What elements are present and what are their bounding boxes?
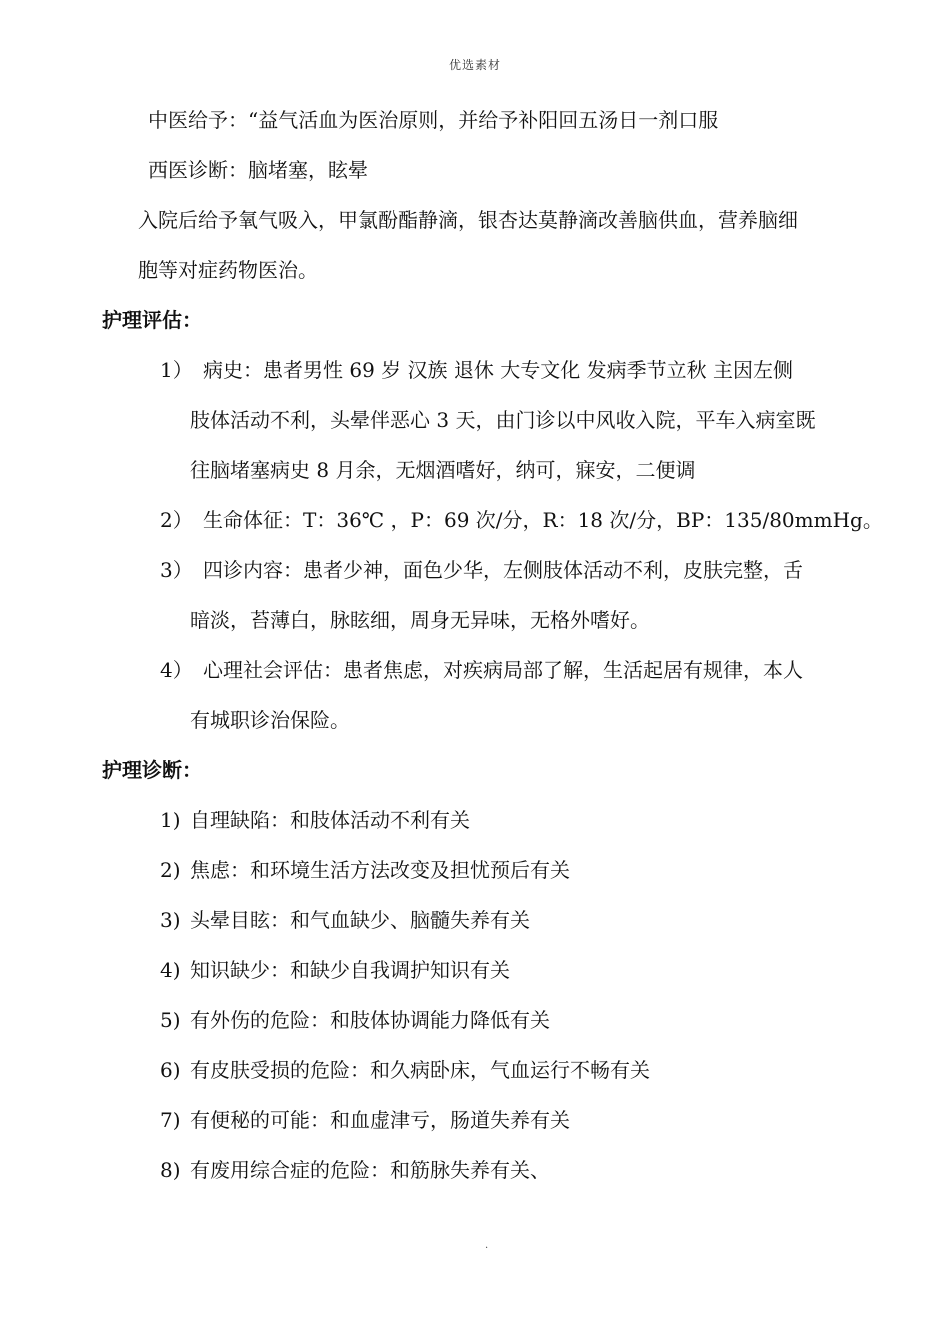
footer-mark: . — [485, 1240, 489, 1251]
page-header: 优选素材 — [448, 58, 501, 72]
admission-treatment-line-1: 入院后给予氧气吸入，甲氯酚酯静滴，银杏达莫静滴改善脑供血，营养脑细 — [138, 208, 798, 232]
admission-treatment-line-2: 胞等对症药物医治。 — [138, 258, 318, 282]
diagnosis-item-text: 有外伤的危险：和肢体协调能力降低有关 — [190, 1008, 550, 1032]
assessment-item-line: 生命体征：T：36℃ ，P：69 次/分，R：18 次/分，BP：135/80mmHg。 — [203, 508, 883, 532]
diagnosis-item-number: 2) — [160, 858, 181, 882]
diagnosis-item-number: 1) — [160, 808, 181, 832]
diagnosis-item-text: 知识缺少：和缺少自我调护知识有关 — [190, 958, 510, 982]
assessment-item-line: 四诊内容：患者少神，面色少华，左侧肢体活动不利，皮肤完整，舌 — [203, 558, 803, 582]
diagnosis-item-text: 焦虑：和环境生活方法改变及担忧预后有关 — [190, 858, 570, 882]
diagnosis-item-text: 头晕目眩：和气血缺少、脑髓失养有关 — [190, 908, 530, 932]
diagnosis-item-text: 有皮肤受损的危险：和久病卧床，气血运行不畅有关 — [190, 1058, 650, 1082]
assessment-item-line: 病史：患者男性 69 岁 汉族 退休 大专文化 发病季节立秋 主因左侧 — [203, 358, 793, 382]
diagnosis-item-text: 自理缺陷：和肢体活动不利有关 — [190, 808, 470, 832]
assessment-item-number: 1） — [160, 358, 193, 382]
assessment-heading: 护理评估： — [102, 308, 202, 332]
assessment-item-line: 往脑堵塞病史 8 月余，无烟酒嗜好，纳可，寐安，二便调 — [190, 458, 696, 482]
diagnosis-item-number: 3) — [160, 908, 181, 932]
assessment-item-number: 2） — [160, 508, 193, 532]
assessment-item-number: 4） — [160, 658, 193, 682]
diagnosis-item-number: 5) — [160, 1008, 181, 1032]
tcm-treatment-line: 中医给予：“益气活血为医治原则，并给予补阳回五汤日一剂口服 — [148, 108, 719, 132]
western-diagnosis-line: 西医诊断：脑堵塞，眩晕 — [148, 158, 368, 182]
assessment-item-line: 心理社会评估：患者焦虑，对疾病局部了解，生活起居有规律，本人 — [203, 658, 803, 682]
assessment-item-line: 肢体活动不利，头晕伴恶心 3 天，由门诊以中风收入院，平车入病室既 — [190, 408, 816, 432]
assessment-item-line: 暗淡，苔薄白，脉眩细，周身无异味，无格外嗜好。 — [190, 608, 650, 632]
assessment-item-number: 3） — [160, 558, 193, 582]
diagnosis-item-number: 7) — [160, 1108, 181, 1132]
diagnosis-item-number: 8) — [160, 1158, 181, 1182]
assessment-item-line: 有城职诊治保险。 — [190, 708, 350, 732]
diagnosis-item-text: 有废用综合症的危险：和筋脉失养有关、 — [190, 1158, 550, 1182]
diagnosis-item-text: 有便秘的可能：和血虚津亏，肠道失养有关 — [190, 1108, 570, 1132]
diagnosis-item-number: 4) — [160, 958, 181, 982]
diagnosis-item-number: 6) — [160, 1058, 181, 1082]
diagnosis-heading: 护理诊断： — [102, 758, 202, 782]
